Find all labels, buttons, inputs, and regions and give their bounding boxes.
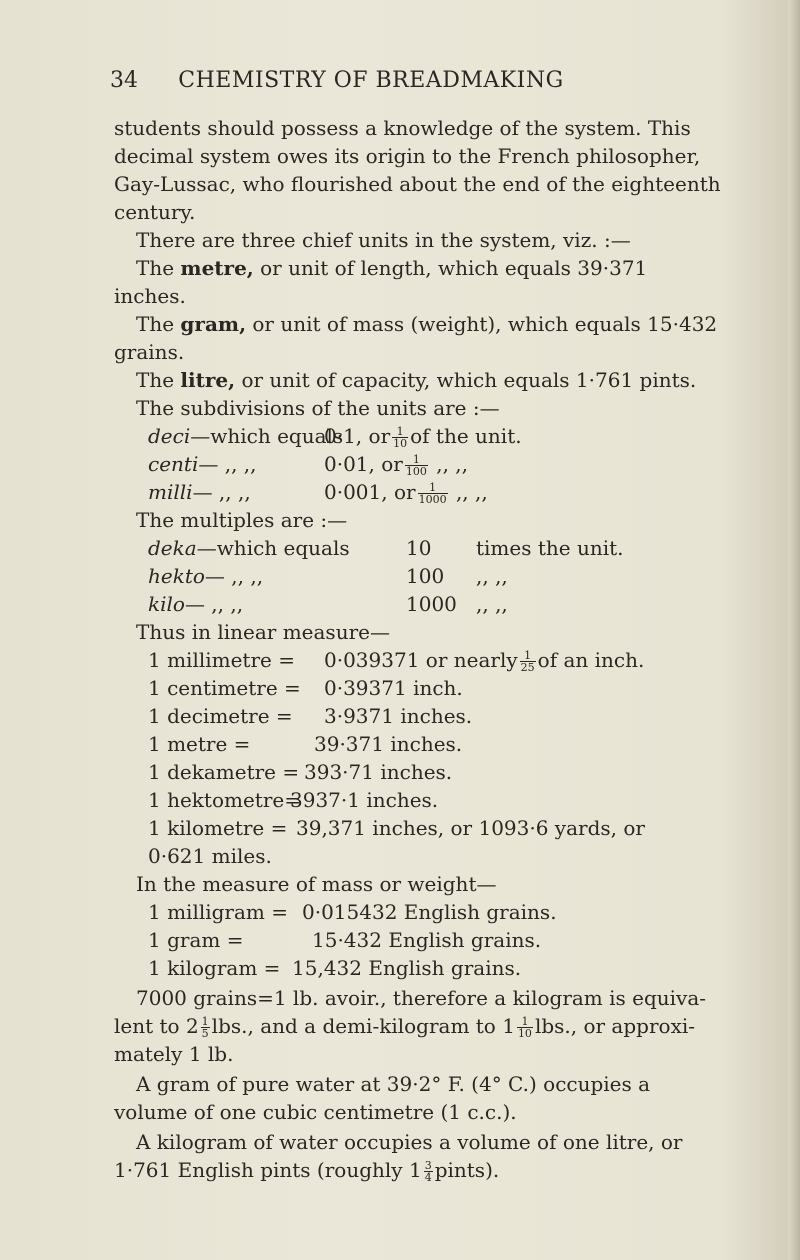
gram-definition: The gram, or unit of mass (weight), which equals 15·432 [136,312,718,336]
mass-value: 15·432 English grains. [312,928,542,952]
text-line: students should possess a knowledge of the system. This [114,116,691,140]
linear-value: 3937·1 inches. [290,788,439,812]
linear-value: 393·71 inches. [304,760,453,784]
fraction: $\frac{1}{10}$ [517,1015,532,1040]
multiple-row: deka—which equals [148,536,350,560]
text-line: In the measure of mass or weight— [136,872,497,896]
subdivision-row: centi— ,, ,, [148,452,257,476]
multiple-value: 100 [406,564,445,588]
mass-value: 15,432 English grains. [292,956,522,980]
mass-unit: 1 kilogram = [148,956,281,980]
mass-unit: 1 milligram = [148,900,288,924]
text-line: grains. [114,340,185,364]
multiple-row: hekto— ,, ,, [148,564,264,588]
text-line: 1·761 English pints (roughly 1 $\frac{3}{4}$ pints). [114,1158,500,1184]
multiple-row: kilo— ,, ,, [148,592,244,616]
fraction: $\frac{1}{5}$ [201,1015,209,1040]
text-line: decimal system owes its origin to the French philosopher, [114,144,701,168]
term-metre: metre, [180,256,254,280]
text-line: The multiples are :— [136,508,348,532]
text-line: There are three chief units in the system, viz. :— [136,228,631,252]
subdivision-row: deci—which equals [148,424,344,448]
linear-unit: 1 centimetre = [148,676,301,700]
fraction: $\frac{1}{25}$ [520,649,535,674]
mass-unit: 1 gram = [148,928,244,952]
text-line: century. [114,200,196,224]
subdivision-row: milli— ,, ,, [148,480,251,504]
linear-unit: 1 dekametre = [148,760,300,784]
linear-value: 3·9371 inches. [324,704,473,728]
text-line: 7000 grains=1 lb. avoir., therefore a kilogram is equiva- [136,986,707,1010]
linear-unit: 1 metre = [148,732,251,756]
running-title: CHEMISTRY OF BREADMAKING [178,68,564,93]
multiple-tail: times the unit. [476,536,624,560]
subdivision-value: 0·001, or $\frac{1}{1000}$ ,, ,, [324,480,488,506]
fraction: $\frac{1}{100}$ [405,453,427,478]
text-line: inches. [114,284,186,308]
litre-definition: The litre, or unit of capacity, which equals 1·761 pints. [136,368,697,392]
text-line: volume of one cubic centimetre (1 c.c.). [114,1100,517,1124]
linear-unit: 1 hektometre= [148,788,301,812]
linear-value: 0·39371 inch. [324,676,463,700]
term-litre: litre, [180,368,236,392]
page-header [110,68,632,102]
term-gram: gram, [180,312,247,336]
multiple-tail: ,, ,, [476,564,508,588]
text-line: The subdivisions of the units are :— [136,396,500,420]
linear-value: 39,371 inches, or 1093·6 yards, or [296,816,645,840]
linear-unit: 1 decimetre = [148,704,293,728]
linear-unit: 1 kilometre = [148,816,288,840]
fraction: $\frac{3}{4}$ [424,1159,432,1184]
text-line: Thus in linear measure— [136,620,390,644]
linear-value: 0·039371 or nearly $\frac{1}{25}$ of an inch. [324,648,645,674]
fraction: $\frac{1}{10}$ [393,425,408,450]
multiple-tail: ,, ,, [476,592,508,616]
page-edge [788,0,800,1260]
multiple-value: 10 [406,536,432,560]
text-line: A kilogram of water occupies a volume of one litre, or [136,1130,683,1154]
multiple-value: 1000 [406,592,457,616]
text-line: A gram of pure water at 39·2° F. (4° C.) occupies a [136,1072,651,1096]
fraction: $\frac{1}{1000}$ [418,481,447,506]
text-line: 0·621 miles. [148,844,272,868]
linear-value: 39·371 inches. [314,732,463,756]
text-line: lent to 2 $\frac{1}{5}$ lbs., and a demi-kilogram to 1 $\frac{1}{10}$ lbs., or approxi- [114,1014,695,1040]
subdivision-value: 0·1, or $\frac{1}{10}$ of the unit. [324,424,522,450]
subdivision-value: 0·01, or $\frac{1}{100}$ ,, ,, [324,452,469,478]
metre-definition: The metre, or unit of length, which equals 39·371 [136,256,648,280]
linear-unit: 1 millimetre = [148,648,295,672]
text-line: Gay-Lussac, who flourished about the end of the eighteenth [114,172,721,196]
mass-value: 0·015432 English grains. [302,900,557,924]
text-line: mately 1 lb. [114,1042,234,1066]
page-number: 34 [110,68,138,93]
